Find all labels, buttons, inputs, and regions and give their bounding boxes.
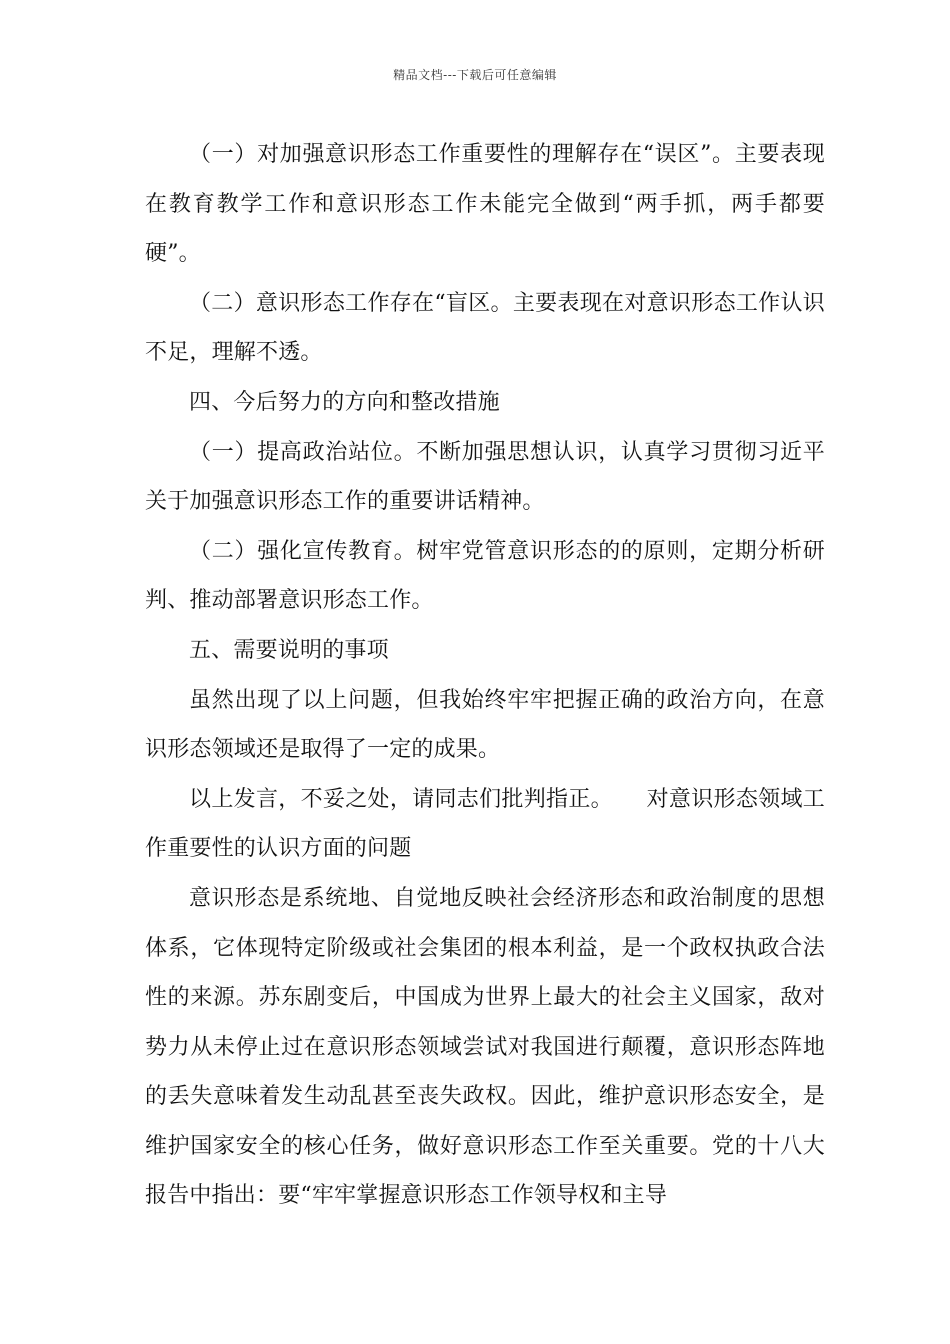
paragraph-blind-spot: （二）意识形态工作存在“盲区。主要表现在对意识形态工作认识不足，理解不透。 bbox=[145, 290, 825, 366]
paragraph-political-standing: （一）提高政治站位。不断加强思想认识，认真学习贯彻习近平关于加强意识形态工作的重要讲话精神。 bbox=[145, 439, 825, 515]
document-body bbox=[145, 130, 825, 1221]
paragraph-closing-remarks: 以上发言，不妥之处，请同志们批判指正。 对意识形态领域工作重要性的认识方面的问题 bbox=[145, 786, 825, 862]
paragraph-ideology-importance: 意识形态是系统地、自觉地反映社会经济形态和政治制度的思想体系，它体现特定阶级或社会集团的根本利益，是一个政权执政合法性的来源。苏东剧变后，中国成为世界上最大的社会主义国家，敌对势力从未停止过在意识形态领域尝试对我国进行颠覆，意识形态阵地的丢失意味着发生动乱甚至丧失政权。因此，维护意识形态安全，是维护国家安全的核心任务，做好意识形态工作至关重要。党的十八大报告中指出：要“牢牢掌握意识形态工作领导权和主导 bbox=[145, 885, 825, 1209]
paragraph-publicity-education: （二）强化宣传教育。树牢党管意识形态的的原则，定期分析研判、推动部署意识形态工作。 bbox=[145, 538, 825, 614]
section-heading-matters: 五、需要说明的事项 bbox=[189, 637, 389, 663]
section-heading-improvement: 四、今后努力的方向和整改措施 bbox=[189, 389, 500, 415]
paragraph-misunderstanding: （一）对加强意识形态工作重要性的理解存在“误区”。主要表现在教育教学工作和意识形态工作未能完全做到“两手抓，两手都要硬”。 bbox=[145, 142, 825, 267]
page-header: 精品文档---下载后可任意编辑 bbox=[393, 68, 557, 82]
paragraph-achievements: 虽然出现了以上问题，但我始终牢牢把握正确的政治方向，在意识形态领域还是取得了一定的成果。 bbox=[145, 687, 825, 763]
